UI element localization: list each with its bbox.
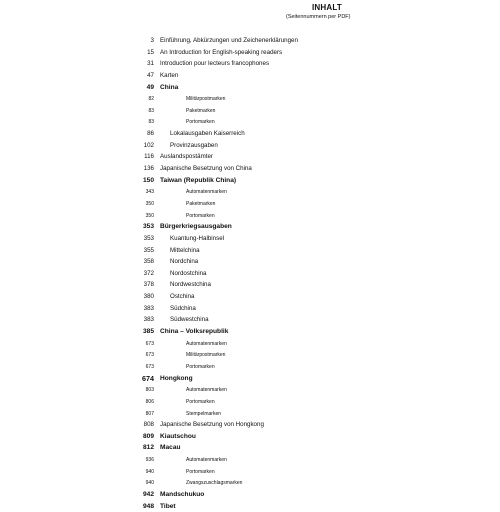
toc-page-number: 343: [145, 189, 154, 196]
toc-page-number: 948: [142, 502, 154, 510]
toc-entry: [0, 163, 500, 175]
toc-entry: [0, 93, 500, 105]
toc-page-number: 940: [145, 480, 154, 487]
toc-entry-label: Zwangszuschlagsmarken: [186, 480, 243, 487]
toc-entry-label: Einführung, Abkürzungen und Zeichenerklärungen: [160, 37, 298, 44]
toc-entry-label: Introduction pour lecteurs francophones: [160, 60, 270, 68]
toc-entry-label: Automatenmarken: [186, 457, 227, 464]
toc-page-number: 942: [142, 490, 154, 498]
toc-entry-label: Paketmarken: [186, 200, 216, 207]
toc-page-number: 806: [145, 398, 154, 405]
toc-page-number: 940: [145, 468, 154, 475]
toc-entry-label: Stempelmarken: [186, 410, 222, 417]
toc-entry-label: Karten: [160, 71, 179, 79]
toc-entry: [0, 198, 500, 210]
toc-entry: [0, 431, 500, 443]
toc-entry: [0, 314, 500, 326]
toc-page-number: 355: [143, 246, 154, 254]
toc-page-number: 673: [145, 352, 154, 359]
toc-page-number: 812: [142, 444, 154, 452]
toc-page-number: 86: [147, 130, 154, 138]
toc-entry: [0, 221, 500, 233]
toc-entry: [0, 501, 500, 512]
toc-entry: [0, 105, 500, 117]
toc-page-number: 47: [147, 71, 154, 79]
toc-page-number: 15: [147, 48, 154, 56]
toc-entry: [0, 396, 500, 408]
toc-entry: [0, 326, 500, 338]
toc-entry: [0, 47, 500, 59]
toc-page-number: 102: [143, 141, 154, 149]
toc-entry: [0, 279, 500, 291]
toc-entry-label: Portomarken: [186, 363, 215, 370]
toc-entry-label: Mandschukuo: [160, 490, 205, 498]
page-header: [0, 0, 500, 30]
page-subtitle: (Seitennummern per PDF): [286, 14, 351, 20]
toc-page-number: 673: [145, 340, 154, 347]
toc-entry-label: Militärpostmarken: [186, 96, 226, 103]
toc-page-number: 385: [142, 328, 154, 336]
toc-entry: [0, 116, 500, 128]
toc-entry-label: Mittelchina: [170, 246, 200, 254]
toc-page-number: 353: [142, 223, 154, 231]
toc-entry: [0, 210, 500, 222]
toc-entry: [0, 408, 500, 420]
toc-entry: [0, 442, 500, 454]
toc-entry: [0, 233, 500, 245]
toc-entry-label: Auslandspostämter: [160, 153, 213, 161]
toc-entry: [0, 70, 500, 82]
toc-page-number: 83: [148, 107, 154, 114]
toc-page-number: 350: [145, 212, 154, 219]
toc-page-number: 350: [145, 200, 154, 207]
toc-entry-label: Militärpostmarken: [186, 352, 226, 359]
toc-entry-label: Portomarken: [186, 398, 215, 405]
toc-entry-label: Nordostchina: [170, 269, 207, 277]
page-title: INHALT: [312, 3, 342, 12]
toc-page-number: 803: [145, 387, 154, 394]
toc-entry-label: Nordchina: [170, 258, 199, 266]
toc-entry-label: Portomarken: [186, 468, 215, 475]
toc-entry-label: Südchina: [170, 304, 196, 312]
toc-page-number: 380: [143, 293, 154, 301]
toc-entry-label: Macau: [160, 444, 181, 452]
toc-entry-label: Portomarken: [186, 212, 215, 219]
toc-page-number: 82: [148, 96, 154, 103]
toc-entry-label: Japanische Besetzung von China: [160, 165, 252, 173]
toc-page-number: 674: [142, 373, 154, 383]
toc-entry-label: Südwestchina: [170, 316, 209, 324]
toc-entry: [0, 245, 500, 257]
toc-page-number: 673: [145, 363, 154, 370]
toc-entry-label: Kuantung-Halbinsel: [170, 234, 225, 242]
toc-entry-label: Kiautschou: [160, 432, 196, 440]
toc-page-number: 807: [145, 410, 154, 417]
toc-page-number: 378: [143, 281, 154, 289]
toc-page-number: 383: [143, 316, 154, 324]
toc-entry: [0, 454, 500, 466]
toc-entry-label: Paketmarken: [186, 107, 216, 114]
toc-entry: [0, 268, 500, 280]
toc-entry: [0, 419, 500, 431]
toc-entry-label: Tibet: [160, 502, 176, 510]
toc-entry-label: China: [160, 83, 179, 91]
toc-entry: [0, 489, 500, 501]
toc-entry: [0, 303, 500, 315]
toc-page-number: 808: [143, 421, 154, 429]
toc-entry: [0, 338, 500, 350]
toc-page-number: 83: [148, 119, 154, 126]
toc-entry-label: Automatenmarken: [186, 387, 227, 394]
toc-entry-label: An Introduction for English-speaking readers: [160, 48, 283, 56]
toc-entry: [0, 151, 500, 163]
toc-entry: [0, 384, 500, 396]
toc-entry: [0, 361, 500, 373]
toc-page-number: 383: [143, 304, 154, 312]
toc-entry: [0, 466, 500, 478]
toc-entry-label: Provinzausgaben: [170, 141, 218, 149]
toc-entry-label: Taiwan (Republik China): [160, 176, 237, 184]
toc-page-number: 3: [150, 37, 154, 44]
table-of-contents: [0, 35, 500, 512]
toc-entry: [0, 58, 500, 70]
toc-entry-label: Bürgerkriegsausgaben: [160, 223, 232, 231]
toc-page-number: 136: [143, 165, 154, 173]
toc-entry-label: Lokalausgaben Kaiserreich: [170, 130, 245, 138]
toc-entry: [0, 186, 500, 198]
toc-entry: [0, 291, 500, 303]
toc-entry: [0, 175, 500, 187]
toc-entry: [0, 477, 500, 489]
toc-entry: [0, 35, 500, 47]
toc-entry: [0, 140, 500, 152]
toc-entry-label: Japanische Besetzung von Hongkong: [160, 421, 264, 429]
toc-entry-label: Nordwestchina: [170, 281, 211, 289]
toc-entry: [0, 373, 500, 385]
toc-page-number: 353: [143, 234, 154, 242]
toc-page-number: 31: [147, 60, 154, 68]
toc-page-number: 809: [142, 432, 154, 440]
toc-entry-label: Automatenmarken: [186, 189, 227, 196]
toc-page-number: 150: [142, 176, 154, 184]
toc-entry: [0, 82, 500, 94]
toc-page-number: 372: [143, 269, 154, 277]
toc-entry-label: Ostchina: [170, 293, 195, 301]
toc-entry: [0, 256, 500, 268]
toc-entry-label: Hongkong: [160, 374, 193, 382]
toc-entry: [0, 128, 500, 140]
toc-page-number: 116: [144, 153, 154, 161]
toc-entry-label: Automatenmarken: [186, 340, 227, 347]
toc-page-number: 49: [146, 83, 154, 91]
toc-page-number: 936: [145, 457, 154, 464]
toc-page-number: 358: [143, 258, 154, 266]
toc-entry: [0, 349, 500, 361]
toc-entry-label: China – Volksrepublik: [160, 328, 229, 336]
toc-entry-label: Portomarken: [186, 119, 215, 126]
